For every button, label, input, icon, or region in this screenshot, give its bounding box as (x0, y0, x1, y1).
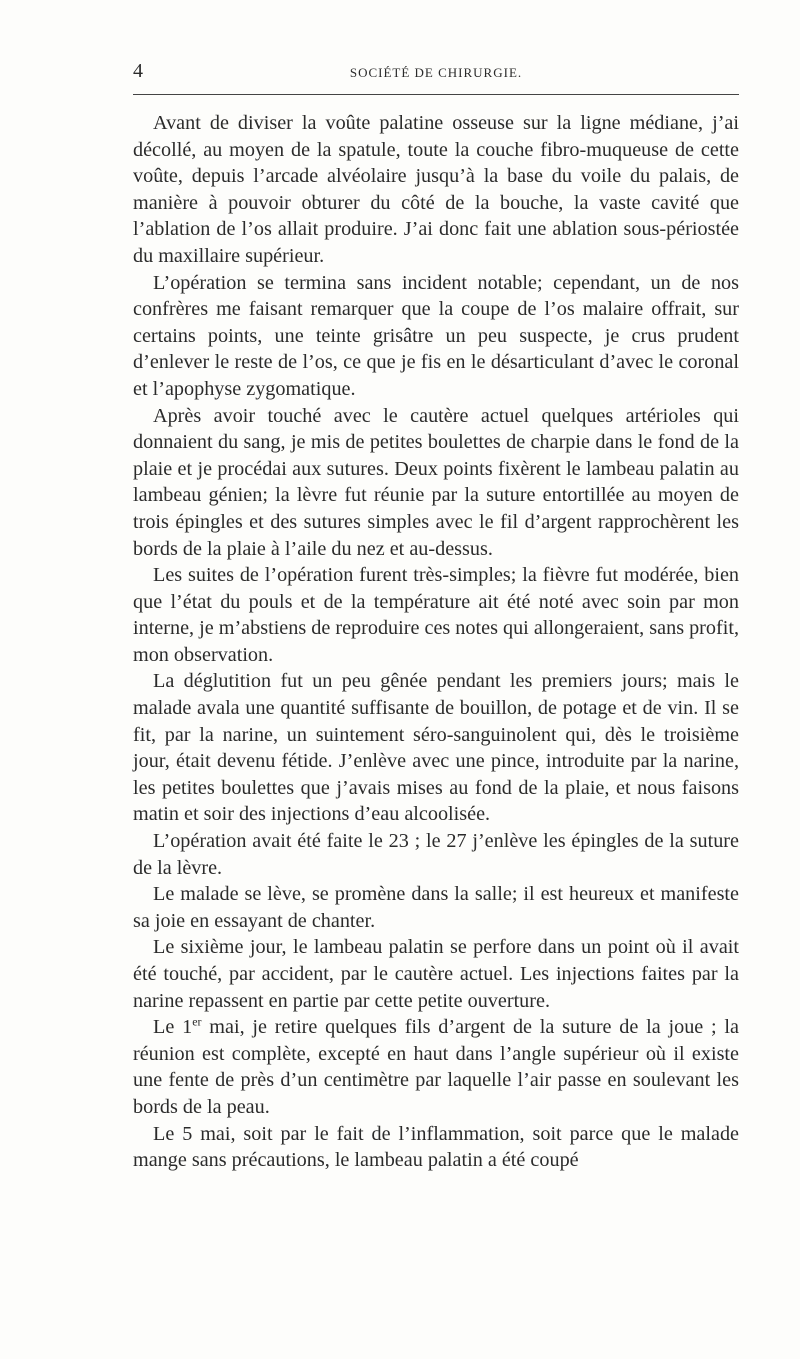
paragraph: Le sixième jour, le lambeau palatin se perfore dans un point où il avait été touché, par accident, par le cautère actuel. Les injections faites par la narine repassent en partie par cette petite ouverture. (133, 936, 739, 1012)
paragraph: La déglutition fut un peu gênée pendant les premiers jours; mais le malade avala une quantité suffisante de bouillon, de potage et de vin. Il se fit, par la narine, un suintement séro-sanguinolent qui, dès le troisième jour, était devenu fétide. J’enlève avec une pince, introduite par la narine, les petites boulettes que j’avais mises au fond de la plaie, et nous faisons matin et soir des injections d’eau alcoolisée. (133, 670, 739, 826)
may1-text: mai, je retire quelques fils d’argent de la suture de la joue ; la réunion est complète, excepté en haut dans l’angle supérieur où il existe une fente de près d’un centimètre par laquelle l’air passe en soulevant les bords de la peau. (133, 1016, 740, 1118)
running-head: SOCIÉTÉ DE CHIRURGIE. (349, 65, 523, 80)
header-rule (133, 94, 739, 95)
paragraph: L’opération se termina sans incident notable; cependant, un de nos confrères me faisant remarquer que la coupe de l’os malaire offrait, sur certains points, une teinte grisâtre un peu suspecte, je crus prudent d’enlever le reste de l’os, ce que je fis en le désarticulant d’avec le coronal et l’apophyse zygomatique. (133, 271, 739, 400)
paragraph-may-1 (133, 1014, 739, 1120)
page-header (133, 60, 739, 82)
paragraph: Après avoir touché avec le cautère actuel quelques artérioles qui donnaient du sang, je mis de petites boulettes de charpie dans le fond de la plaie et je procédai aux sutures. Deux points fixèrent le lambeau palatin au lambeau génien; la lèvre fut réunie par la suture entortillée au moyen de trois épingles et des sutures simples avec le fil d’argent rapprochèrent les bords de la plaie à l’aile du nez et au-dessus. (133, 404, 739, 560)
paragraph-may-5: Le 5 mai, soit par le fait de l’inflammation, soit parce que le malade mange sans précautions, le lambeau palatin a été coupé (133, 1122, 739, 1172)
ordinal-superscript: er (192, 1014, 202, 1029)
paragraph: Avant de diviser la voûte palatine osseuse sur la ligne médiane, j’ai décollé, au moyen de la spatule, toute la couche fibro-muqueuse de cette voûte, depuis l’arcade alvéolaire jusqu’à la base du voile du palais, de manière à pouvoir obturer du côté de la bouche, la vaste cavité que l’ablation de l’os allait produire. J’ai donc fait une ablation sous-périostée du maxillaire supérieur. (133, 112, 739, 267)
page-number: 4 (133, 60, 143, 82)
may1-prefix: Le 1 (153, 1016, 193, 1039)
paragraph: L’opération avait été faite le 23 ; le 27 j’enlève les épingles de la suture de la lèvre. (133, 830, 739, 879)
body-text (133, 110, 739, 1174)
paragraph: Les suites de l’opération furent très-simples; la fièvre fut modérée, bien que l’état du pouls et de la température ait été noté avec soin par mon interne, je m’abstiens de reproduire ces notes qui allongeraient, sans profit, mon observation. (133, 564, 739, 666)
paragraph: Le malade se lève, se promène dans la salle; il est heureux et manifeste sa joie en essayant de chanter. (133, 883, 739, 932)
